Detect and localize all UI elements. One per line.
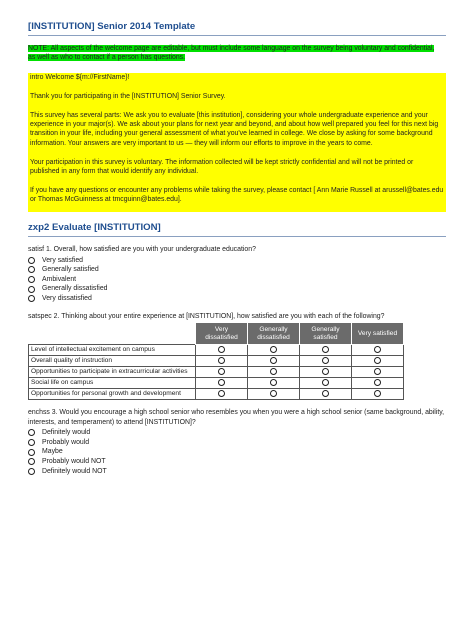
option-label: Definitely would xyxy=(42,429,91,437)
matrix-cell[interactable] xyxy=(248,345,300,356)
radio-icon[interactable] xyxy=(322,390,329,397)
editor-note xyxy=(28,44,446,63)
intro-contact: If you have any questions or encounter any problems while taking the survey, please contact [ Ann Marie Russell at arussell@bates.edu or Thomas McGuinness at tmcguinn@bates.edu]. xyxy=(30,186,444,204)
question-enchss xyxy=(28,408,446,476)
matrix-row xyxy=(29,378,404,389)
radio-icon[interactable] xyxy=(28,429,35,436)
radio-icon[interactable] xyxy=(270,357,277,364)
matrix-cell[interactable] xyxy=(300,345,352,356)
option-ambivalent[interactable] xyxy=(28,275,446,285)
matrix-cell[interactable] xyxy=(248,378,300,389)
row-label: Overall quality of instruction xyxy=(29,356,196,367)
option-label: Generally dissatisfied xyxy=(42,285,108,293)
question-satspec: satspec 2. Thinking about your entire experience at [INSTITUTION], how satisfied are you with each of the following? xyxy=(28,313,385,320)
option-label: Definitely would NOT xyxy=(42,467,107,475)
radio-icon[interactable] xyxy=(218,379,225,386)
matrix-row xyxy=(29,356,404,367)
matrix-row xyxy=(29,389,404,400)
matrix-cell[interactable] xyxy=(196,356,248,367)
matrix-cell[interactable] xyxy=(248,367,300,378)
option-list xyxy=(28,428,446,476)
row-label: Opportunities to participate in extracurricular activities xyxy=(29,367,196,378)
column-header: Generally dissatisfied xyxy=(248,323,300,345)
matrix-cell[interactable] xyxy=(300,389,352,400)
matrix-corner xyxy=(29,323,196,345)
matrix-row xyxy=(29,367,404,378)
matrix-cell[interactable] xyxy=(196,389,248,400)
question-satisf xyxy=(28,245,446,304)
option-label: Very satisfied xyxy=(42,256,83,264)
option-very-dissatisfied[interactable] xyxy=(28,294,446,304)
matrix-cell[interactable] xyxy=(248,389,300,400)
radio-icon[interactable] xyxy=(28,458,35,465)
option-label: Probably would xyxy=(42,438,90,446)
matrix-cell[interactable] xyxy=(248,356,300,367)
matrix-cell[interactable] xyxy=(300,356,352,367)
radio-icon[interactable] xyxy=(374,368,381,375)
intro-description: This survey has several parts: We ask you to evaluate [this institution], considering your whole undergraduate experience and your experience in your major(s). We ask about your plans for next year and beyond, and about how well prepared you feel for this next big transition in your life, including your general assessment of what you've learned in college. We close by asking for some background information. Your answers are very important to us — they will inform our efforts to improve in the years to come. xyxy=(30,111,439,147)
option-definitely-would-not[interactable] xyxy=(28,467,446,477)
option-list xyxy=(28,256,446,304)
matrix-row xyxy=(29,345,404,356)
matrix-cell[interactable] xyxy=(352,356,404,367)
radio-icon[interactable] xyxy=(322,379,329,386)
intro-thanks: Thank you for participating in the [INSTITUTION] Senior Survey. xyxy=(30,92,226,100)
radio-icon[interactable] xyxy=(28,468,35,475)
option-very-satisfied[interactable] xyxy=(28,256,446,266)
column-header: Generally satisfied xyxy=(300,323,352,345)
radio-icon[interactable] xyxy=(322,346,329,353)
evaluate-title: zxp2 Evaluate [INSTITUTION] xyxy=(28,222,446,237)
welcome-intro xyxy=(28,73,446,212)
matrix-cell[interactable] xyxy=(300,378,352,389)
matrix-cell[interactable] xyxy=(196,345,248,356)
radio-icon[interactable] xyxy=(270,379,277,386)
option-label: Generally satisfied xyxy=(42,266,99,274)
intro-confidentiality: Your participation in this survey is voluntary. The information collected will be kept strictly confidential and will not be printed or published in any form that would identify any individual. xyxy=(30,158,414,176)
radio-icon[interactable] xyxy=(270,346,277,353)
matrix-cell[interactable] xyxy=(352,389,404,400)
radio-icon[interactable] xyxy=(218,357,225,364)
row-label: Social life on campus xyxy=(29,378,196,389)
radio-icon[interactable] xyxy=(374,379,381,386)
radio-icon[interactable] xyxy=(270,368,277,375)
template-title: [INSTITUTION] Senior 2014 Template xyxy=(28,21,446,36)
radio-icon[interactable] xyxy=(28,449,35,456)
option-probably-would-not[interactable] xyxy=(28,457,446,467)
radio-icon[interactable] xyxy=(28,286,35,293)
radio-icon[interactable] xyxy=(28,266,35,273)
column-header: Very satisfied xyxy=(352,323,404,345)
matrix-cell[interactable] xyxy=(196,378,248,389)
option-label: Probably would NOT xyxy=(42,457,106,465)
satisfaction-matrix xyxy=(28,322,404,400)
note-line-1: NOTE: All aspects of the welcome page are editable, but must include some language on the survey being voluntary and confidential, xyxy=(28,45,435,52)
matrix-cell[interactable] xyxy=(352,345,404,356)
option-probably-would[interactable] xyxy=(28,438,446,448)
radio-icon[interactable] xyxy=(28,295,35,302)
radio-icon[interactable] xyxy=(374,357,381,364)
option-label: Ambivalent xyxy=(42,275,77,283)
option-generally-dissatisfied[interactable] xyxy=(28,284,446,294)
matrix-cell[interactable] xyxy=(352,367,404,378)
radio-icon[interactable] xyxy=(270,390,277,397)
option-label: Maybe xyxy=(42,448,63,456)
radio-icon[interactable] xyxy=(322,357,329,364)
row-label: Opportunities for personal growth and development xyxy=(29,389,196,400)
radio-icon[interactable] xyxy=(218,390,225,397)
column-header: Very dissatisfied xyxy=(196,323,248,345)
radio-icon[interactable] xyxy=(28,439,35,446)
radio-icon[interactable] xyxy=(374,390,381,397)
matrix-cell[interactable] xyxy=(196,367,248,378)
matrix-cell[interactable] xyxy=(352,378,404,389)
matrix-cell[interactable] xyxy=(300,367,352,378)
question-text: enchss 3. Would you encourage a high school senior who resembles you when you were a high school senior (same background, ability, interests, and temperament) to attend [INSTITUTION]? xyxy=(28,409,445,426)
radio-icon[interactable] xyxy=(322,368,329,375)
radio-icon[interactable] xyxy=(218,346,225,353)
intro-greeting: intro Welcome ${m://FirstName}! xyxy=(30,74,130,81)
radio-icon[interactable] xyxy=(28,276,35,283)
note-line-2: as well as who to contact if a person has questions. xyxy=(28,54,186,62)
radio-icon[interactable] xyxy=(28,257,35,264)
radio-icon[interactable] xyxy=(374,346,381,353)
option-generally-satisfied[interactable] xyxy=(28,265,446,275)
radio-icon[interactable] xyxy=(218,368,225,375)
option-definitely-would[interactable] xyxy=(28,428,446,438)
row-label: Level of intellectual excitement on campus xyxy=(29,345,196,356)
question-text: satisf 1. Overall, how satisfied are you with your undergraduate education? xyxy=(28,246,256,253)
option-maybe[interactable] xyxy=(28,447,446,457)
option-label: Very dissatisfied xyxy=(42,294,92,302)
